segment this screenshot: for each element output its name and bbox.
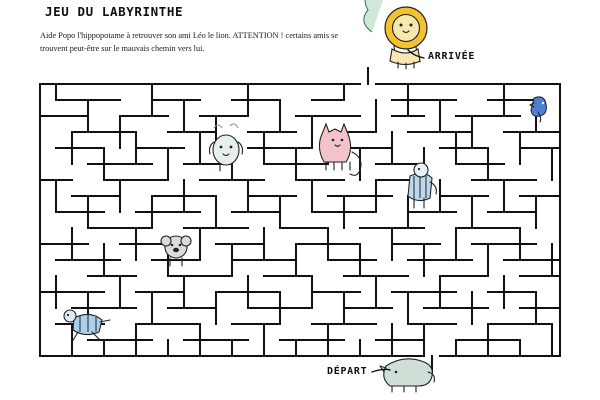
rhinoceros-illustration	[380, 359, 434, 392]
finish-label: ARRIVÉE	[428, 51, 476, 62]
zebra-blue-illustration	[408, 163, 436, 208]
zebra-running-illustration	[64, 310, 110, 342]
koala-illustration	[161, 236, 191, 266]
cat-illustration	[319, 124, 361, 175]
sloth-illustration	[210, 124, 243, 171]
start-label: DÉPART	[327, 366, 368, 377]
instructions-text: Aide Popo l'hippopotame à retrouver son ami Léo le lion. ATTENTION ! certains amis se trouvent peut-être sur le mauvais chemin vers lui.	[40, 31, 339, 53]
lion-illustration	[364, 0, 427, 69]
bird-illustration	[530, 97, 546, 122]
page-title: JEU DU LABYRINTHE	[45, 4, 184, 19]
label-pointers	[372, 50, 424, 372]
